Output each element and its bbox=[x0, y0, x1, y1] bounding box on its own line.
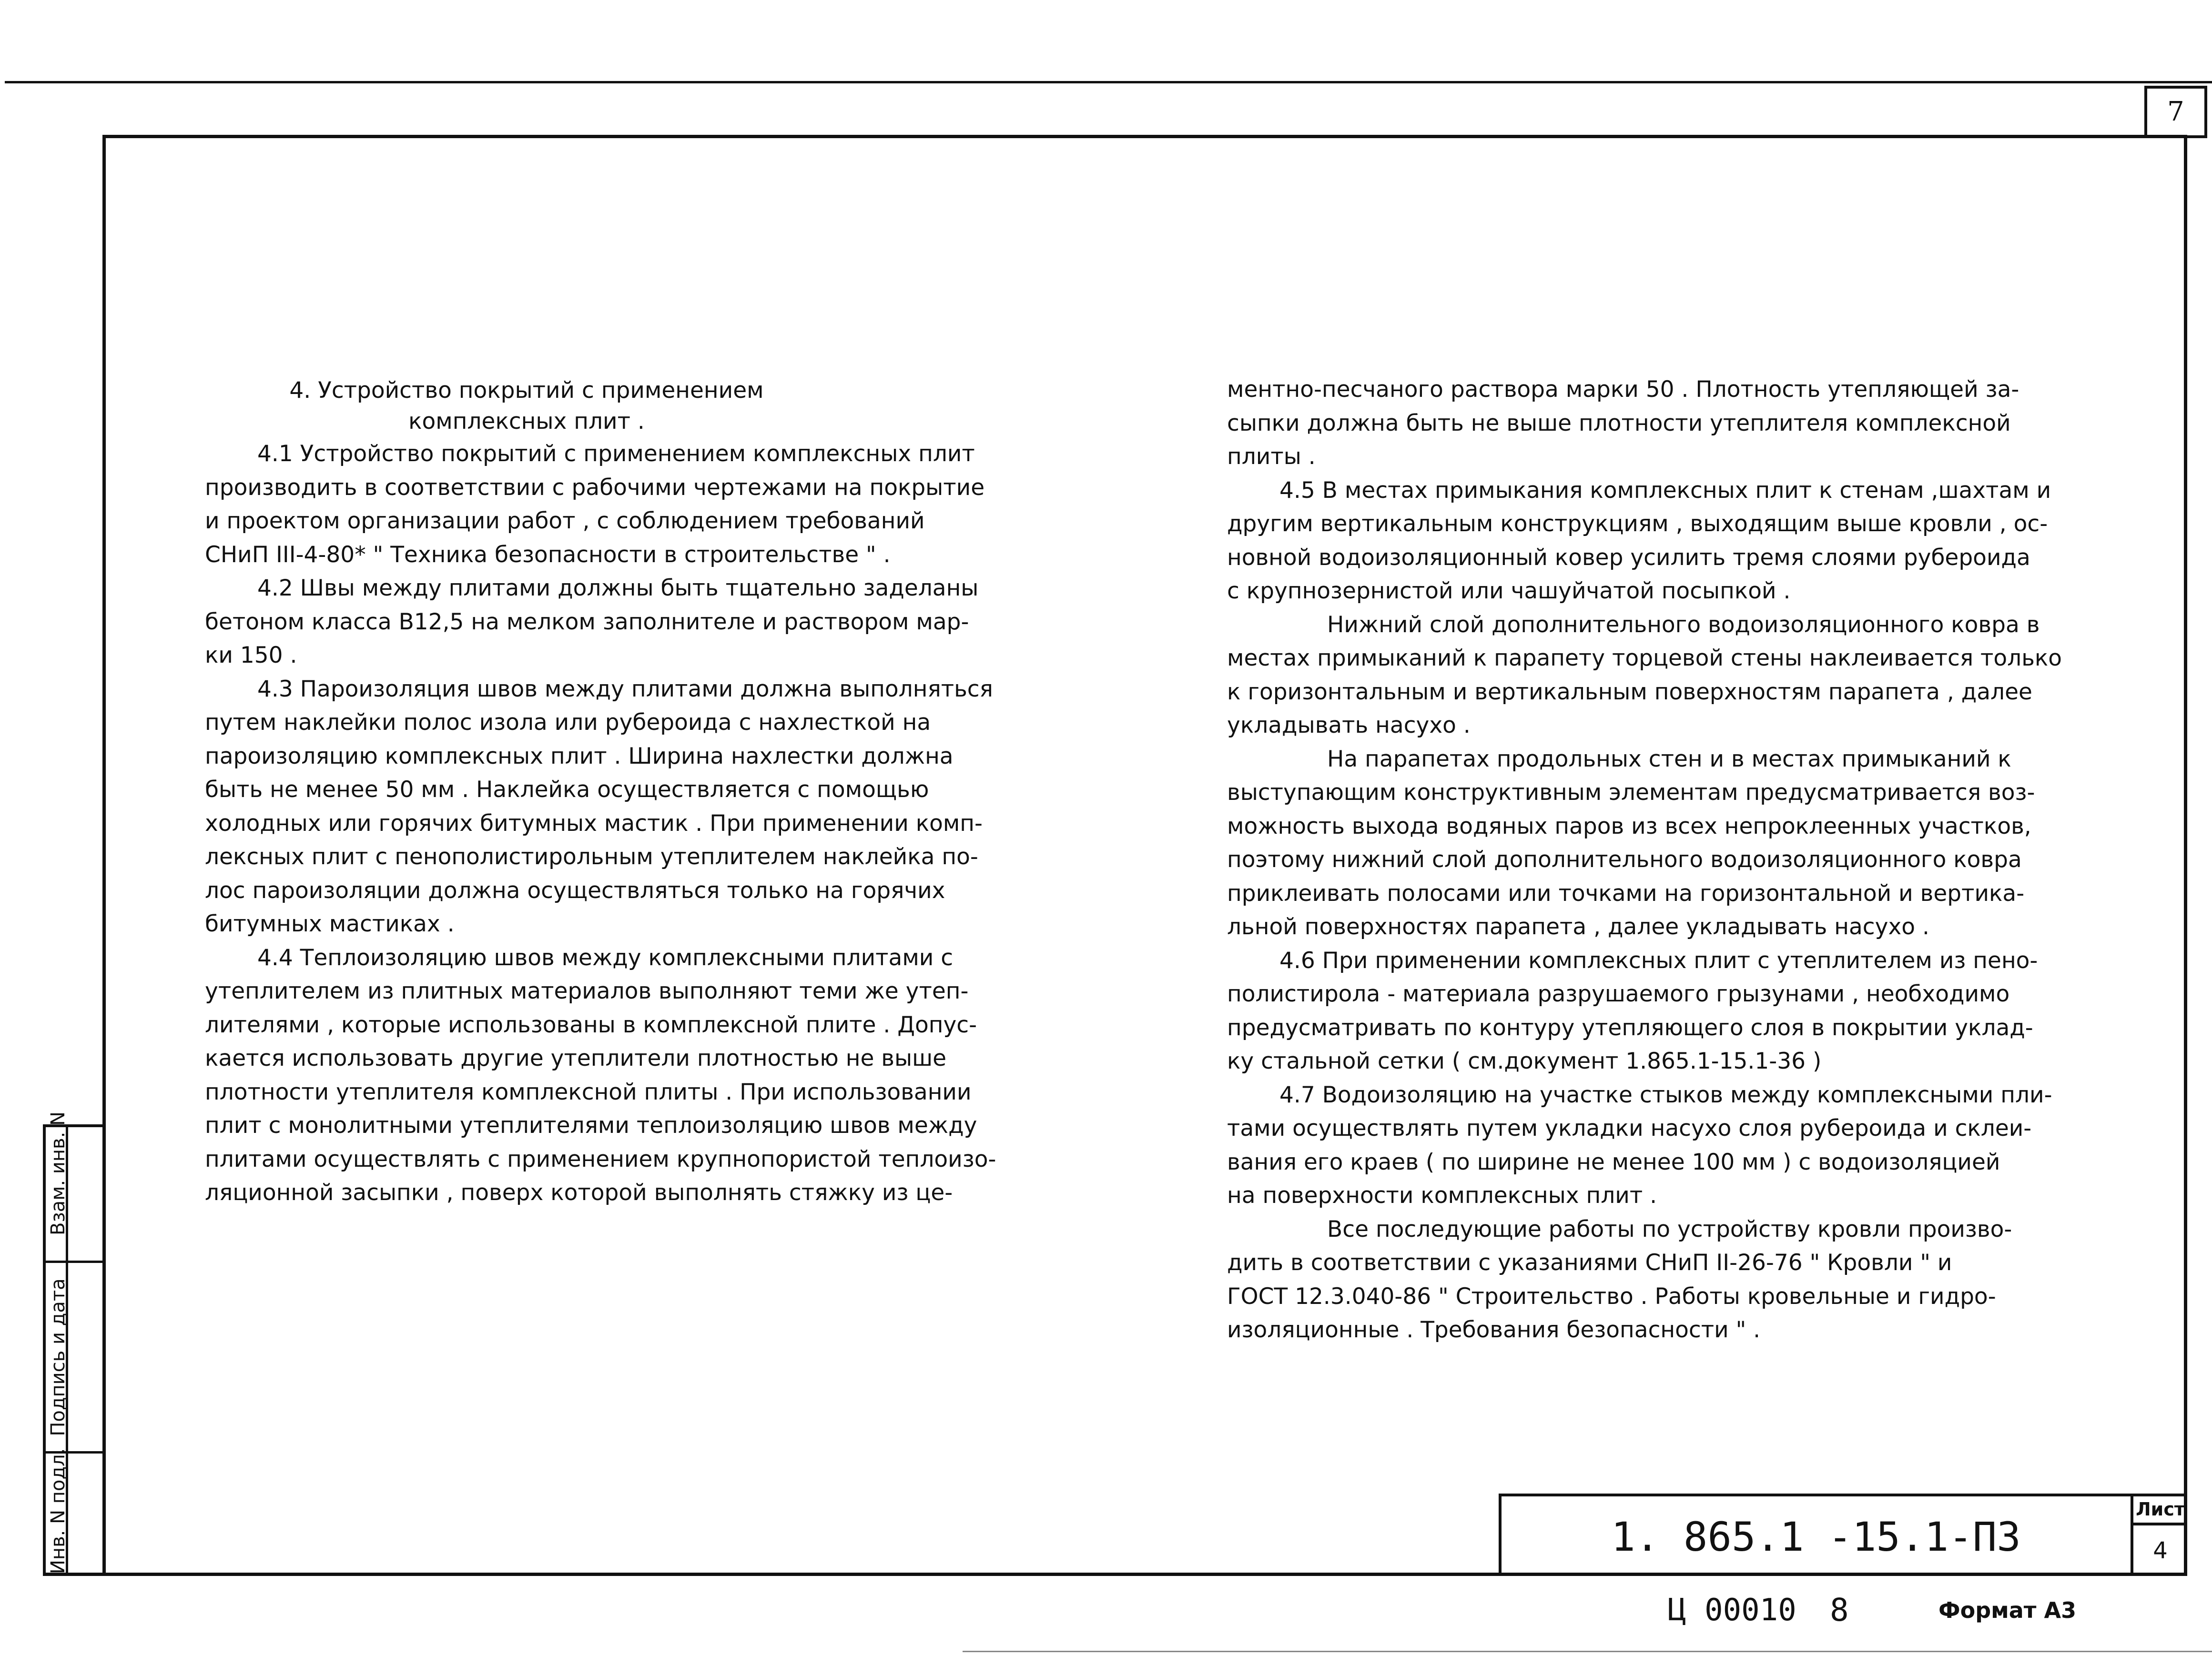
right-col-line: предусматривать по контуру утепляющего слоя в покрытии уклад- bbox=[1227, 1014, 2033, 1041]
left-col-line: кается использовать другие утеплители плотностью не выше bbox=[205, 1045, 947, 1071]
frame-top bbox=[102, 135, 2187, 138]
right-col-line: на поверхности комплексных плит . bbox=[1227, 1182, 1657, 1209]
left-col-line: ляционной засыпки , поверх которой выполнять стяжку из це- bbox=[205, 1180, 953, 1206]
bottom-scan-line bbox=[963, 1651, 2212, 1652]
right-col-line: выступающим конструктивным элементам предусматривается воз- bbox=[1227, 779, 2035, 806]
sheet-number: 4 bbox=[2153, 1537, 2168, 1564]
stamp-inv-podl: Инв. N подл. bbox=[47, 1448, 69, 1574]
right-col-line: к горизонтальным и вертикальным поверхностям парапета , далее bbox=[1227, 678, 2032, 705]
left-col-line: пароизоляцию комплексных плит . Ширина нахлестки должна bbox=[205, 743, 954, 769]
format-label: Формат А3 bbox=[1938, 1597, 2077, 1623]
right-col-line: тами осуществлять путем укладки насухо слоя рубероида и склеи- bbox=[1227, 1115, 2032, 1141]
left-col-line: плотности утеплителя комплексной плиты . При использовании bbox=[205, 1079, 972, 1105]
right-col-line: ку стальной сетки ( см.документ 1.865.1-15.1-36 ) bbox=[1227, 1048, 1822, 1074]
left-col-line: битумных мастиках . bbox=[205, 911, 455, 937]
left-col-line: утеплителем из плитных материалов выполняют теми же утеп- bbox=[205, 978, 969, 1004]
left-col-line: лос пароизоляции должна осуществляться только на горячих bbox=[205, 877, 945, 904]
right-col-line: с крупнозернистой или чашуйчатой посыпкой . bbox=[1227, 578, 1791, 604]
right-col-line: полистирола - материала разрушаемого грызунами , необходимо bbox=[1227, 981, 2010, 1007]
right-col-line: новной водоизоляционный ковер усилить тремя слоями рубероида bbox=[1227, 544, 2030, 571]
top-edge-line bbox=[5, 81, 2212, 83]
right-col-line: плиты . bbox=[1227, 444, 1316, 470]
left-col-line: 4.4 Теплоизоляцию швов между комплексными плитами с bbox=[257, 944, 954, 971]
left-col-line: СНиП III-4-80* " Техника безопасности в строительстве " . bbox=[205, 541, 891, 568]
right-col-line: вания его краев ( по ширине не менее 100 мм ) с водоизоляцией bbox=[1227, 1149, 2000, 1175]
right-col-line: На парапетах продольных стен и в местах примыканий к bbox=[1327, 746, 2011, 772]
left-col-line: холодных или горячих битумных мастик . При применении комп- bbox=[205, 810, 983, 837]
right-col-line: дить в соответствии с указаниями СНиП II-26-76 " Кровли " и bbox=[1227, 1250, 1952, 1276]
right-col-line: приклеивать полосами или точками на горизонтальной и вертика- bbox=[1227, 880, 2025, 907]
archive-code: Ц 00010 bbox=[1668, 1593, 1796, 1628]
left-col-line: лексных плит с пенополистирольным утеплителем наклейка по- bbox=[205, 844, 978, 870]
right-col-line: ментно-песчаного раствора марки 50 . Плотность утепляющей за- bbox=[1227, 376, 2019, 403]
right-col-line: Нижний слой дополнительного водоизоляционного ковра в bbox=[1327, 611, 2040, 638]
right-col-line: поэтому нижний слой дополнительного водоизоляционного ковра bbox=[1227, 847, 2022, 873]
right-col-line: изоляционные . Требования безопасности " . bbox=[1227, 1317, 1761, 1343]
left-col-line: 4.2 Швы между плитами должны быть тщательно заделаны bbox=[257, 575, 979, 601]
corner-page-number: 7 bbox=[2167, 96, 2184, 127]
left-col-line: 4.3 Пароизоляция швов между плитами должна выполняться bbox=[257, 676, 993, 702]
right-col-line: укладывать насухо . bbox=[1227, 712, 1471, 738]
right-col-line: 4.5 В местах примыкания комплексных плит к стенам ,шахтам и bbox=[1279, 477, 2051, 504]
corner-number-box bbox=[2144, 86, 2207, 138]
right-col-line: льной поверхностях парапета , далее укладывать насухо . bbox=[1227, 914, 1929, 940]
section-heading-line1: 4. Устройство покрытий с применением bbox=[289, 377, 764, 404]
right-col-line: другим вертикальным конструкциям , выходящим выше кровли , ос- bbox=[1227, 511, 2048, 537]
left-col-line: и проектом организации работ , с соблюдением требований bbox=[205, 508, 925, 534]
left-col-line: бетоном класса В12,5 на мелком заполнителе и раствором мар- bbox=[205, 608, 969, 635]
stamp-vzam-inv: Взам. инв. N bbox=[47, 1111, 69, 1235]
side-stamp bbox=[43, 1111, 102, 1576]
right-col-line: сыпки должна быть не выше плотности утеплителя комплексной bbox=[1227, 410, 2011, 436]
right-col-line: 4.6 При применении комплексных плит с утеплителем из пено- bbox=[1279, 947, 2038, 974]
right-col-line: 4.7 Водоизоляцию на участке стыков между комплексными пли- bbox=[1279, 1081, 2052, 1108]
right-col-line: Все последующие работы по устройству кровли произво- bbox=[1327, 1216, 2012, 1242]
right-col-line: можность выхода водяных паров из всех непроклеенных участков, bbox=[1227, 813, 2031, 839]
left-col-line: 4.1 Устройство покрытий с применением комплексных плит bbox=[257, 441, 975, 467]
document-code: 1. 865.1 -15.1-ПЗ bbox=[1611, 1514, 2021, 1560]
frame-left bbox=[102, 135, 106, 1576]
section-heading-line2: комплексных плит . bbox=[408, 408, 645, 434]
copy-number: 8 bbox=[1830, 1592, 1849, 1628]
left-col-line: путем наклейки полос изола или рубероида с нахлесткой на bbox=[205, 709, 931, 736]
left-col-line: лителями , которые использованы в комплексной плите . Допус- bbox=[205, 1011, 977, 1038]
left-col-line: производить в соответствии с рабочими чертежами на покрытие bbox=[205, 474, 985, 501]
left-col-line: плит с монолитными утеплителями теплоизоляцию швов между bbox=[205, 1112, 977, 1139]
title-block bbox=[1499, 1494, 2187, 1576]
right-col-line: ГОСТ 12.3.040-86 " Строительство . Работы кровельные и гидро- bbox=[1227, 1283, 1996, 1310]
left-col-line: быть не менее 50 мм . Наклейка осуществляется с помощью bbox=[205, 777, 929, 803]
left-col-line: ки 150 . bbox=[205, 642, 297, 668]
right-col-line: местах примыканий к парапету торцевой стены наклеивается только bbox=[1227, 645, 2062, 671]
frame-right bbox=[2184, 135, 2187, 1576]
stamp-podpis-data: Подпись и дата bbox=[47, 1278, 69, 1436]
left-col-line: плитами осуществлять с применением крупнопористой теплоизо- bbox=[205, 1146, 996, 1172]
sheet-label: Лист bbox=[2136, 1499, 2185, 1520]
